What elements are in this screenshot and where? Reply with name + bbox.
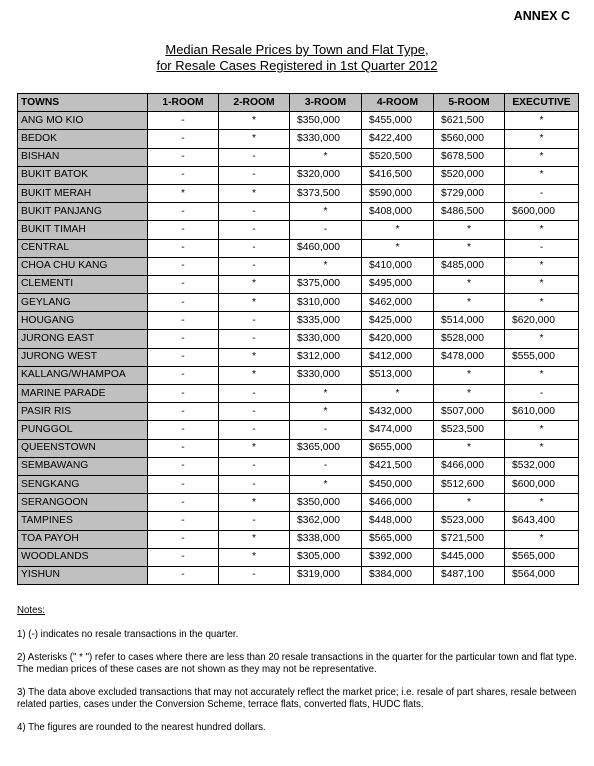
price-cell: $513,000 [362,366,434,384]
table-row [18,166,579,184]
price-cell: - [148,312,219,330]
price-cell: $450,000 [362,475,434,493]
price-cell: * [219,548,290,566]
price-cell: $590,000 [362,184,434,202]
price-cell: - [148,130,219,148]
price-cell: * [219,294,290,312]
price-cell: $560,000 [434,130,505,148]
price-cell: - [219,221,290,239]
price-cell: $373,500 [290,184,362,202]
price-cell: - [148,257,219,275]
note-4: 4) The figures are rounded to the nearest hundred dollars. [17,722,266,733]
price-cell: $335,000 [290,312,362,330]
town-name-cell: YISHUN [18,566,148,584]
price-cell: * [219,184,290,202]
table-row [18,421,579,439]
column-header: TOWNS [18,94,148,112]
price-cell: * [290,403,362,421]
price-cell: - [219,512,290,530]
price-cell: - [148,548,219,566]
column-header: 1-ROOM [148,94,219,112]
price-cell: - [148,203,219,221]
price-cell: - [219,457,290,475]
table-row [18,130,579,148]
title-line-1: Median Resale Prices by Town and Flat Type, [165,42,429,57]
price-cell: * [434,275,505,293]
price-cell: $621,500 [434,112,505,130]
table-row [18,475,579,493]
table-row [18,366,579,384]
price-cell: $412,000 [362,348,434,366]
price-cell: $365,000 [290,439,362,457]
price-cell: - [219,421,290,439]
price-cell: $312,000 [290,348,362,366]
price-cell: * [362,221,434,239]
town-name-cell: CENTRAL [18,239,148,257]
notes-heading: Notes: [17,605,45,616]
page-title [0,42,594,74]
price-cell: $462,000 [362,294,434,312]
table-row [18,566,579,584]
price-cell: $655,000 [362,439,434,457]
price-cell: - [290,221,362,239]
title-line-2: for Resale Cases Registered in 1st Quarter 2012 [156,58,438,73]
price-cell: * [505,112,579,130]
table-row [18,294,579,312]
price-cell: - [219,312,290,330]
price-cell: - [148,112,219,130]
price-cell: $338,000 [290,530,362,548]
price-cell: - [219,475,290,493]
price-cell: - [148,421,219,439]
price-cell: * [290,385,362,403]
price-cell: * [219,530,290,548]
price-cell: * [290,148,362,166]
price-cell: * [434,494,505,512]
price-cell: $408,000 [362,203,434,221]
price-cell: $721,500 [434,530,505,548]
table-body [18,112,579,585]
price-cell: - [219,330,290,348]
price-cell: - [148,494,219,512]
table-row [18,512,579,530]
price-cell: * [505,494,579,512]
price-cell: - [148,439,219,457]
price-cell: - [148,221,219,239]
price-cell: $310,000 [290,294,362,312]
price-cell: $421,500 [362,457,434,475]
price-cell: - [219,257,290,275]
town-name-cell: TAMPINES [18,512,148,530]
price-cell: * [434,366,505,384]
table-row [18,312,579,330]
price-cell: - [148,403,219,421]
price-cell: $410,000 [362,257,434,275]
price-cell: * [505,439,579,457]
town-name-cell: QUEENSTOWN [18,439,148,457]
price-cell: - [219,203,290,221]
price-cell: $512,600 [434,475,505,493]
table-row [18,330,579,348]
price-cell: $523,500 [434,421,505,439]
price-cell: $455,000 [362,112,434,130]
table-row [18,385,579,403]
town-name-cell: MARINE PARADE [18,385,148,403]
price-cell: $564,000 [505,566,579,584]
price-cell: * [290,203,362,221]
price-cell: - [219,385,290,403]
price-cell: * [505,366,579,384]
price-cell: $448,000 [362,512,434,530]
price-cell: $466,000 [434,457,505,475]
town-name-cell: SERANGOON [18,494,148,512]
price-cell: $565,000 [362,530,434,548]
price-cell: $600,000 [505,475,579,493]
price-cell: $520,500 [362,148,434,166]
table-row [18,348,579,366]
table-row [18,530,579,548]
town-name-cell: ANG MO KIO [18,112,148,130]
price-cell: $528,000 [434,330,505,348]
price-cell: $330,000 [290,330,362,348]
price-cell: - [219,403,290,421]
price-cell: $507,000 [434,403,505,421]
price-cell: $305,000 [290,548,362,566]
price-cell: * [219,494,290,512]
table-row [18,439,579,457]
town-name-cell: GEYLANG [18,294,148,312]
price-cell: $729,000 [434,184,505,202]
price-cell: $487,100 [434,566,505,584]
price-cell: * [434,294,505,312]
price-cell: * [219,348,290,366]
price-cell: $678,500 [434,148,505,166]
price-cell: * [290,257,362,275]
price-cell: - [148,475,219,493]
price-cell: $445,000 [434,548,505,566]
price-cell: $523,000 [434,512,505,530]
price-cell: * [219,366,290,384]
price-cell: - [148,294,219,312]
price-cell: - [148,348,219,366]
price-cell: $460,000 [290,239,362,257]
price-cell: - [148,330,219,348]
price-cell: $643,400 [505,512,579,530]
price-cell: $425,000 [362,312,434,330]
price-cell: $420,000 [362,330,434,348]
price-cell: - [290,421,362,439]
price-cell: * [505,421,579,439]
town-name-cell: CHOA CHU KANG [18,257,148,275]
town-name-cell: PUNGGOL [18,421,148,439]
price-cell: $416,500 [362,166,434,184]
price-cell: * [434,239,505,257]
town-name-cell: WOODLANDS [18,548,148,566]
price-cell: - [148,385,219,403]
price-cell: * [505,530,579,548]
price-cell: - [505,385,579,403]
price-cell: $466,000 [362,494,434,512]
table-row [18,239,579,257]
price-cell: * [505,330,579,348]
price-cell: $495,000 [362,275,434,293]
price-cell: * [219,275,290,293]
town-name-cell: SENGKANG [18,475,148,493]
price-cell: * [505,166,579,184]
town-name-cell: SEMBAWANG [18,457,148,475]
column-header: 3-ROOM [290,94,362,112]
price-cell: * [505,148,579,166]
table-row [18,494,579,512]
town-name-cell: BUKIT PANJANG [18,203,148,221]
price-cell: - [148,239,219,257]
price-cell: * [219,130,290,148]
price-cell: $362,000 [290,512,362,530]
town-name-cell: KALLANG/WHAMPOA [18,366,148,384]
price-cell: $320,000 [290,166,362,184]
price-cell: * [505,294,579,312]
table-row [18,403,579,421]
note-2: 2) Asterisks (" * ") refer to cases where there are less than 20 resale transactions in the quarter for the particular town and flat type. The median prices of these cases are not shown as they may not be representative. [17,652,577,675]
price-cell: - [148,166,219,184]
price-cell: $350,000 [290,112,362,130]
price-cell: * [434,439,505,457]
price-cell: $350,000 [290,494,362,512]
price-cell: * [148,184,219,202]
town-name-cell: HOUGANG [18,312,148,330]
price-cell: $610,000 [505,403,579,421]
price-cell: - [148,148,219,166]
price-cell: * [505,221,579,239]
price-cell: $384,000 [362,566,434,584]
table-header-row [18,94,579,112]
price-cell: - [148,530,219,548]
price-cell: * [434,221,505,239]
table-row [18,184,579,202]
price-cell: - [219,239,290,257]
price-cell: - [219,166,290,184]
notes-section [17,605,577,746]
price-cell: $422,400 [362,130,434,148]
table-row [18,112,579,130]
town-name-cell: JURONG EAST [18,330,148,348]
column-header: EXECUTIVE [505,94,579,112]
price-cell: $330,000 [290,130,362,148]
price-cell: $486,500 [434,203,505,221]
town-name-cell: CLEMENTI [18,275,148,293]
town-name-cell: BUKIT TIMAH [18,221,148,239]
table-row [18,148,579,166]
note-1: 1) (-) indicates no resale transactions in the quarter. [17,628,239,640]
price-cell: $330,000 [290,366,362,384]
town-name-cell: TOA PAYOH [18,530,148,548]
table-row [18,275,579,293]
price-cell: $474,000 [362,421,434,439]
price-cell: $620,000 [505,312,579,330]
price-cell: $375,000 [290,275,362,293]
price-cell: - [148,512,219,530]
price-cell: $565,000 [505,548,579,566]
price-cell: $485,000 [434,257,505,275]
table-row [18,257,579,275]
price-cell: $478,000 [434,348,505,366]
price-cell: - [219,566,290,584]
price-cell: - [290,457,362,475]
price-cell: * [219,439,290,457]
price-cell: $555,000 [505,348,579,366]
price-cell: - [148,366,219,384]
table-row [18,203,579,221]
column-header: 5-ROOM [434,94,505,112]
price-cell: * [290,475,362,493]
price-cell: - [219,148,290,166]
price-cell: * [505,275,579,293]
town-name-cell: PASIR RIS [18,403,148,421]
note-3: 3) The data above excluded transactions that may not accurately reflect the market price; i.e. resale of part shares, resale between related parties, cases under the Conversion Scheme, terrace flats, converted flats, HUDC flats. [17,687,577,710]
price-cell: - [505,239,579,257]
town-name-cell: BUKIT BATOK [18,166,148,184]
price-cell: $514,000 [434,312,505,330]
price-cell: * [434,385,505,403]
table-row [18,548,579,566]
table-row [18,221,579,239]
price-cell: * [362,239,434,257]
price-cell: $520,000 [434,166,505,184]
price-cell: $319,000 [290,566,362,584]
price-cell: - [148,566,219,584]
price-cell: $600,000 [505,203,579,221]
price-cell: * [505,130,579,148]
town-name-cell: BUKIT MERAH [18,184,148,202]
town-name-cell: BISHAN [18,148,148,166]
price-cell: * [505,257,579,275]
town-name-cell: BEDOK [18,130,148,148]
table-row [18,457,579,475]
price-cell: - [148,457,219,475]
town-name-cell: JURONG WEST [18,348,148,366]
price-cell: - [505,184,579,202]
annex-label: ANNEX C [513,9,570,23]
price-cell: $432,000 [362,403,434,421]
resale-price-table [17,93,579,585]
column-header: 4-ROOM [362,94,434,112]
price-cell: $532,000 [505,457,579,475]
price-cell: * [219,112,290,130]
price-cell: $392,000 [362,548,434,566]
column-header: 2-ROOM [219,94,290,112]
price-cell: - [148,275,219,293]
price-cell: * [362,385,434,403]
